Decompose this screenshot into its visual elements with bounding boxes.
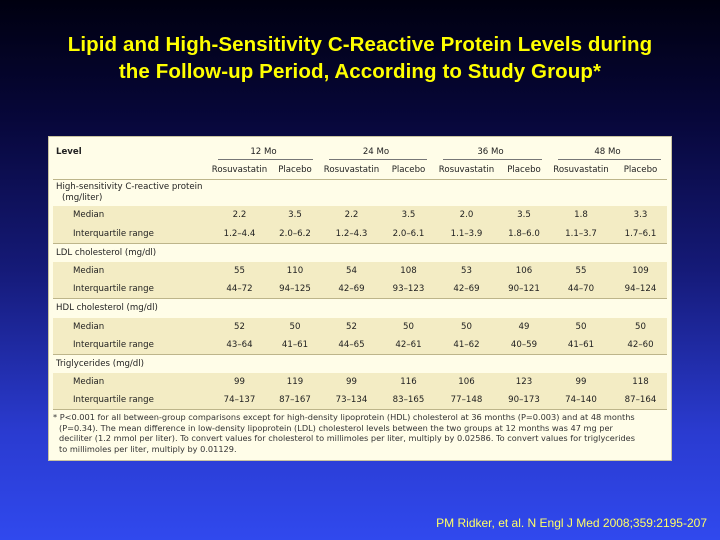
level-header: Level <box>56 147 82 158</box>
table-cell: 116 <box>384 373 433 391</box>
row-label: Interquartile range <box>53 280 208 299</box>
row-label: Interquartile range <box>53 336 208 355</box>
footnote-line: (P=0.34). The mean difference in low-density lipoprotein (LDL) cholesterol levels between the two groups at 12 months was 47 mg per <box>59 422 613 433</box>
table-cell: 1.2–4.4 <box>208 225 271 244</box>
table-cell: 54 <box>319 262 384 280</box>
table-cell: 109 <box>614 262 667 280</box>
table-cell: 90–173 <box>500 391 548 410</box>
table-row <box>53 225 667 244</box>
table-row <box>53 318 667 336</box>
table-cell: 94–125 <box>271 280 319 299</box>
table-cell: 74–140 <box>548 391 614 410</box>
table-row <box>53 373 667 391</box>
table-cell: 53 <box>433 262 500 280</box>
group-header: Rosuvastatin <box>208 161 271 180</box>
section-title-line: High-sensitivity C-reactive protein <box>56 182 203 193</box>
row-label: Median <box>53 373 208 391</box>
table-cell: 55 <box>208 262 271 280</box>
group-header: Placebo <box>500 161 548 180</box>
section-title-row <box>53 354 667 373</box>
group-header: Placebo <box>384 161 433 180</box>
table-cell: 50 <box>614 318 667 336</box>
table-row <box>53 336 667 355</box>
table-cell: 90–121 <box>500 280 548 299</box>
table-cell: 2.0 <box>433 206 500 224</box>
table-cell: 83–165 <box>384 391 433 410</box>
table-cell: 2.0–6.2 <box>271 225 319 244</box>
section-title <box>53 243 667 262</box>
table-cell: 50 <box>384 318 433 336</box>
table-cell: 50 <box>433 318 500 336</box>
table-cell: 106 <box>433 373 500 391</box>
row-label: Median <box>53 206 208 224</box>
group-header-row <box>53 161 667 180</box>
section-title <box>53 180 667 207</box>
table-cell: 87–167 <box>271 391 319 410</box>
table-cell: 55 <box>548 262 614 280</box>
section-title <box>53 354 667 373</box>
table-cell: 44–70 <box>548 280 614 299</box>
table-cell: 1.8–6.0 <box>500 225 548 244</box>
period-header-48mo: 48 Mo <box>548 143 667 161</box>
group-header: Rosuvastatin <box>433 161 500 180</box>
table-cell: 77–148 <box>433 391 500 410</box>
period-header-row <box>53 143 667 161</box>
table-cell: 41–61 <box>271 336 319 355</box>
section-title-line: HDL cholesterol (mg/dl) <box>56 303 158 314</box>
table-cell: 49 <box>500 318 548 336</box>
footnote-line: to millimoles per liter, multiply by 0.01129. <box>59 443 237 454</box>
table-cell: 1.7–6.1 <box>614 225 667 244</box>
table-cell: 99 <box>548 373 614 391</box>
footnote-line: * P<0.001 for all between-group comparisons except for high-density lipoprotein (HDL) cholesterol at 36 months (P=0.003) and at 48 months <box>53 412 635 422</box>
section-title-line: (mg/liter) <box>62 193 103 204</box>
table-cell: 1.8 <box>548 206 614 224</box>
footnote-line: deciliter (1.2 mmol per liter). To convert values for cholesterol to millimoles per liter, multiply by 0.02586. To convert values for triglycerides <box>59 433 635 444</box>
section-title <box>53 299 667 318</box>
table-cell: 42–60 <box>614 336 667 355</box>
table-cell: 3.3 <box>614 206 667 224</box>
table-cell: 50 <box>271 318 319 336</box>
table-cell: 3.5 <box>384 206 433 224</box>
slide-title-line-1: Lipid and High-Sensitivity C-Reactive Protein Levels during <box>67 33 653 56</box>
table-cell: 41–62 <box>433 336 500 355</box>
table-cell: 44–72 <box>208 280 271 299</box>
group-header: Rosuvastatin <box>319 161 384 180</box>
table-cell: 93–123 <box>384 280 433 299</box>
table-cell: 1.1–3.9 <box>433 225 500 244</box>
table-cell: 41–61 <box>548 336 614 355</box>
row-label: Median <box>53 318 208 336</box>
group-header: Placebo <box>614 161 667 180</box>
table-cell: 99 <box>319 373 384 391</box>
table-cell: 87–164 <box>614 391 667 410</box>
table-row <box>53 280 667 299</box>
table-cell: 40–59 <box>500 336 548 355</box>
section-title-row <box>53 180 667 207</box>
table-cell: 94–124 <box>614 280 667 299</box>
table-cell: 50 <box>548 318 614 336</box>
table-cell: 2.2 <box>319 206 384 224</box>
table-cell: 1.1–3.7 <box>548 225 614 244</box>
table-cell: 2.2 <box>208 206 271 224</box>
table-row <box>53 391 667 410</box>
table-cell: 42–69 <box>433 280 500 299</box>
table-cell: 99 <box>208 373 271 391</box>
row-label: Median <box>53 262 208 280</box>
table-cell: 44–65 <box>319 336 384 355</box>
slide-title-line-2: the Follow-up Period, According to Study Group* <box>118 60 602 83</box>
section-title-line: Triglycerides (mg/dl) <box>56 358 144 369</box>
table-cell: 52 <box>319 318 384 336</box>
table-cell: 106 <box>500 262 548 280</box>
table-cell: 1.2–4.3 <box>319 225 384 244</box>
table-row <box>53 262 667 280</box>
lipid-crp-table <box>53 143 667 410</box>
slide-title <box>0 31 720 85</box>
period-header-36mo: 36 Mo <box>433 143 548 161</box>
table-cell: 74–137 <box>208 391 271 410</box>
table-cell: 123 <box>500 373 548 391</box>
table-cell: 3.5 <box>500 206 548 224</box>
table-footnote <box>53 409 667 454</box>
section-title-line: LDL cholesterol (mg/dl) <box>56 247 157 258</box>
table-cell: 52 <box>208 318 271 336</box>
group-header: Placebo <box>271 161 319 180</box>
table-cell: 119 <box>271 373 319 391</box>
table-cell: 43–64 <box>208 336 271 355</box>
citation: PM Ridker, et al. N Engl J Med 2008;359:2195-207 <box>436 516 707 530</box>
period-header-12mo: 12 Mo <box>208 143 319 161</box>
period-header-24mo: 24 Mo <box>319 143 433 161</box>
section-title-row <box>53 299 667 318</box>
row-label: Interquartile range <box>53 391 208 410</box>
table-cell: 118 <box>614 373 667 391</box>
table-cell: 73–134 <box>319 391 384 410</box>
table-cell: 2.0–6.1 <box>384 225 433 244</box>
table-row <box>53 206 667 224</box>
table-cell: 42–61 <box>384 336 433 355</box>
table-cell: 42–69 <box>319 280 384 299</box>
row-label: Interquartile range <box>53 225 208 244</box>
group-header: Rosuvastatin <box>548 161 614 180</box>
table-cell: 3.5 <box>271 206 319 224</box>
data-table-panel <box>48 136 672 461</box>
section-title-row <box>53 243 667 262</box>
table-cell: 110 <box>271 262 319 280</box>
table-cell: 108 <box>384 262 433 280</box>
